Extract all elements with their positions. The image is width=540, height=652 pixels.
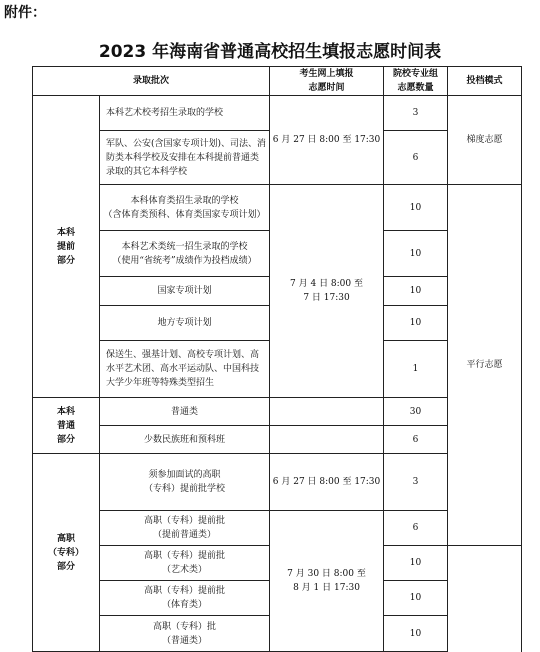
header-time: 考生网上填报 志愿时间 bbox=[270, 67, 384, 96]
row-item: 军队、公安(含国家专项计划)、司法、消防类本科学校及安排在本科提前普通类录取的其它本科学校 bbox=[100, 131, 270, 185]
section-vocational: 高职 （专科） 部分 bbox=[33, 454, 100, 652]
time-cell-blank bbox=[270, 426, 384, 454]
row-count: 10 bbox=[384, 581, 448, 616]
table-row bbox=[33, 96, 522, 131]
time-cell: 6 月 27 日 8:00 至 17:30 bbox=[270, 454, 384, 511]
row-count: 10 bbox=[384, 306, 448, 341]
row-item: 国家专项计划 bbox=[100, 277, 270, 306]
row-count: 3 bbox=[384, 96, 448, 131]
row-item: 普通类 bbox=[100, 398, 270, 426]
row-count: 3 bbox=[384, 454, 448, 511]
row-item: 少数民族班和预科班 bbox=[100, 426, 270, 454]
mode-cell: 平行志愿 bbox=[448, 185, 522, 546]
row-item: 本科艺术校考招生录取的学校 bbox=[100, 96, 270, 131]
mode-cell: 梯度志愿 bbox=[448, 96, 522, 185]
row-count: 1 bbox=[384, 341, 448, 398]
row-count: 10 bbox=[384, 185, 448, 231]
section-undergrad-early: 本科 提前 部分 bbox=[33, 96, 100, 398]
row-item: 保送生、强基计划、高校专项计划、高水平艺术团、高水平运动队、中国科技大学少年班等特殊类型招生 bbox=[100, 341, 270, 398]
table-header-row bbox=[33, 67, 522, 96]
row-item: 高职（专科）提前批 （艺术类） bbox=[100, 546, 270, 581]
time-cell-blank bbox=[270, 398, 384, 426]
row-count: 10 bbox=[384, 616, 448, 652]
row-item: 本科体育类招生录取的学校 （含体育类预科、体育类国家专项计划） bbox=[100, 185, 270, 231]
time-cell: 6 月 27 日 8:00 至 17:30 bbox=[270, 96, 384, 185]
row-item: 本科艺术类统一招生录取的学校 （使用“省统考”成绩作为投档成绩） bbox=[100, 231, 270, 277]
row-item: 地方专项计划 bbox=[100, 306, 270, 341]
row-count: 6 bbox=[384, 511, 448, 546]
row-item: 高职（专科）批 （普通类） bbox=[100, 616, 270, 652]
row-count: 10 bbox=[384, 231, 448, 277]
time-cell: 7 月 4 日 8:00 至 7 日 17:30 bbox=[270, 185, 384, 398]
row-item: 高职（专科）提前批 （提前普通类） bbox=[100, 511, 270, 546]
table-row bbox=[33, 185, 522, 231]
schedule-table bbox=[32, 66, 522, 652]
row-count: 30 bbox=[384, 398, 448, 426]
row-item: 须参加面试的高职 （专科）提前批学校 bbox=[100, 454, 270, 511]
attachment-label: 附件： bbox=[4, 5, 46, 21]
row-count: 10 bbox=[384, 546, 448, 581]
page-title: 2023 年海南省普通高校招生填报志愿时间表 bbox=[98, 42, 442, 62]
row-count: 10 bbox=[384, 277, 448, 306]
section-undergrad-regular: 本科 普通 部分 bbox=[33, 398, 100, 454]
header-batch: 录取批次 bbox=[33, 67, 270, 96]
header-mode: 投档模式 bbox=[448, 67, 522, 96]
row-item: 高职（专科）提前批 （体育类） bbox=[100, 581, 270, 616]
header-count: 院校专业组 志愿数量 bbox=[384, 67, 448, 96]
time-cell: 7 月 30 日 8:00 至 8 月 1 日 17:30 bbox=[270, 511, 384, 652]
row-count: 6 bbox=[384, 426, 448, 454]
row-count: 6 bbox=[384, 131, 448, 185]
